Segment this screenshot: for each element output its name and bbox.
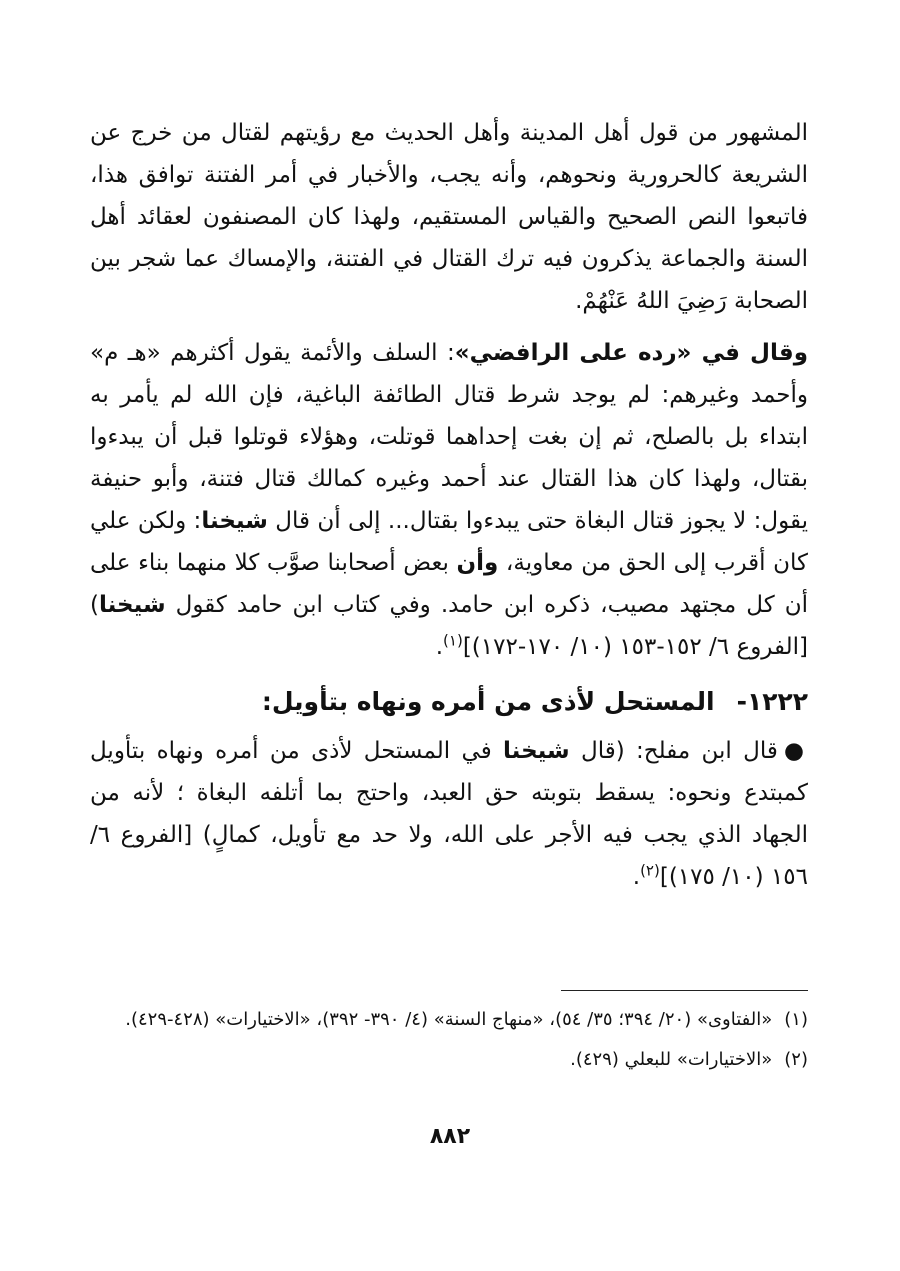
footnotes xyxy=(90,1003,808,1083)
page-body xyxy=(90,112,808,898)
footnote-divider xyxy=(561,990,808,991)
footnote-1-text: «الفتاوى» (٢٠/ ٣٩٤؛ ٣٥/ ٥٤)، «منهاج السنة» (٤/ ٣٩٠- ٣٩٢)، «الاختيارات» (٤٢٨-٤٢٩). xyxy=(125,1009,773,1030)
section-number: ١٢٢٢- xyxy=(736,687,808,716)
paragraph-2-text-3: بعض أصحابنا صوَّب كلا منهما بناء على أن كل مجتهد مصيب، ذكره ابن حامد. وفي كتاب ابن حامد كقول xyxy=(90,550,808,618)
paragraph-2-citation: ) [الفروع ٦/ ١٥٢-١٥٣ (١٠/ ١٧٠-١٧٢)] xyxy=(90,592,808,660)
paragraph-2-shaykh-2: شيخنا xyxy=(98,592,166,618)
paragraph-3-shaykh: شيخنا xyxy=(503,738,570,764)
bullet-icon: ● xyxy=(783,738,808,764)
paragraph-1 xyxy=(90,112,808,322)
footnote-ref-2: (٢) xyxy=(640,861,660,880)
paragraph-2-shaykh-1: شيخنا xyxy=(201,508,268,534)
paragraph-2-lead: وقال في «رده على الرافضي» xyxy=(454,340,808,366)
footnote-ref-1: (١) xyxy=(443,631,463,650)
paragraph-2-end: . xyxy=(435,634,444,660)
footnote-2-text: «الاختيارات» للبعلي (٤٢٩). xyxy=(570,1049,773,1070)
paragraph-1-text: المشهور من قول أهل المدينة وأهل الحديث مع رؤيتهم لقتال من خرج عن الشريعة كالحرورية ونحوهم، وأنه يجب، والأخبار في أمر الفتنة توافق هذا، فاتبعوا النص الصحيح والقياس المستقيم، ولهذا كان المصنفون لعقائد أهل السنة والجماعة يذكرون فيه ترك القتال في الفتنة، والإمساك عما شجر بين الصحابة رَضِيَ اللهُ عَنْهُمْ. xyxy=(90,120,808,314)
paragraph-2-and-that: وأن xyxy=(456,550,499,576)
paragraph-3 xyxy=(90,730,808,898)
paragraph-3-end: . xyxy=(632,864,641,890)
footnote-1-number: (١) xyxy=(784,1009,808,1030)
paragraph-2-text-2: : ولكن علي كان أقرب إلى الحق من معاوية، xyxy=(90,508,808,576)
paragraph-2 xyxy=(90,332,808,668)
paragraph-3-text-2: في المستحل لأذى من أمره ونهاه بتأويل كمبتدع ونحوه: يسقط بتوبته حق العبد، واحتج بما أتلفه البغاة ؛ لأنه من الجهاد الذي يجب فيه الأجر على الله، ولا حد مع تأويل، كمالٍ) [الفروع ٦/ ١٥٦ (١٠/ ١٧٥)] xyxy=(90,738,808,890)
page-number: ٨٨٢ xyxy=(429,1124,471,1149)
paragraph-2-text-1: : السلف والأئمة يقول أكثرهم «هـ م» وأحمد وغيرهم: لم يوجد شرط قتال الطائفة الباغية، فإن الله لم يأمر به ابتداء بل بالصلح، ثم إن بغت إحداهما قوتلت، وهؤلاء قوتلوا قبل أن يبدءوا بقتال، ولهذا كان هذا القتال عند أحمد وغيره كمالك قتال فتنة، وأبو حنيفة يقول: لا يجوز قتال البغاة حتى يبدءوا بقتال... إلى أن قال xyxy=(90,340,808,534)
footnote-2 xyxy=(90,1043,808,1077)
footnote-1 xyxy=(90,1003,808,1037)
footnote-2-number: (٢) xyxy=(784,1049,808,1070)
section-heading xyxy=(90,680,808,724)
paragraph-3-text-1: قال ابن مفلح: (قال xyxy=(569,738,778,764)
section-title: المستحل لأذى من أمره ونهاه بتأويل: xyxy=(261,687,715,716)
